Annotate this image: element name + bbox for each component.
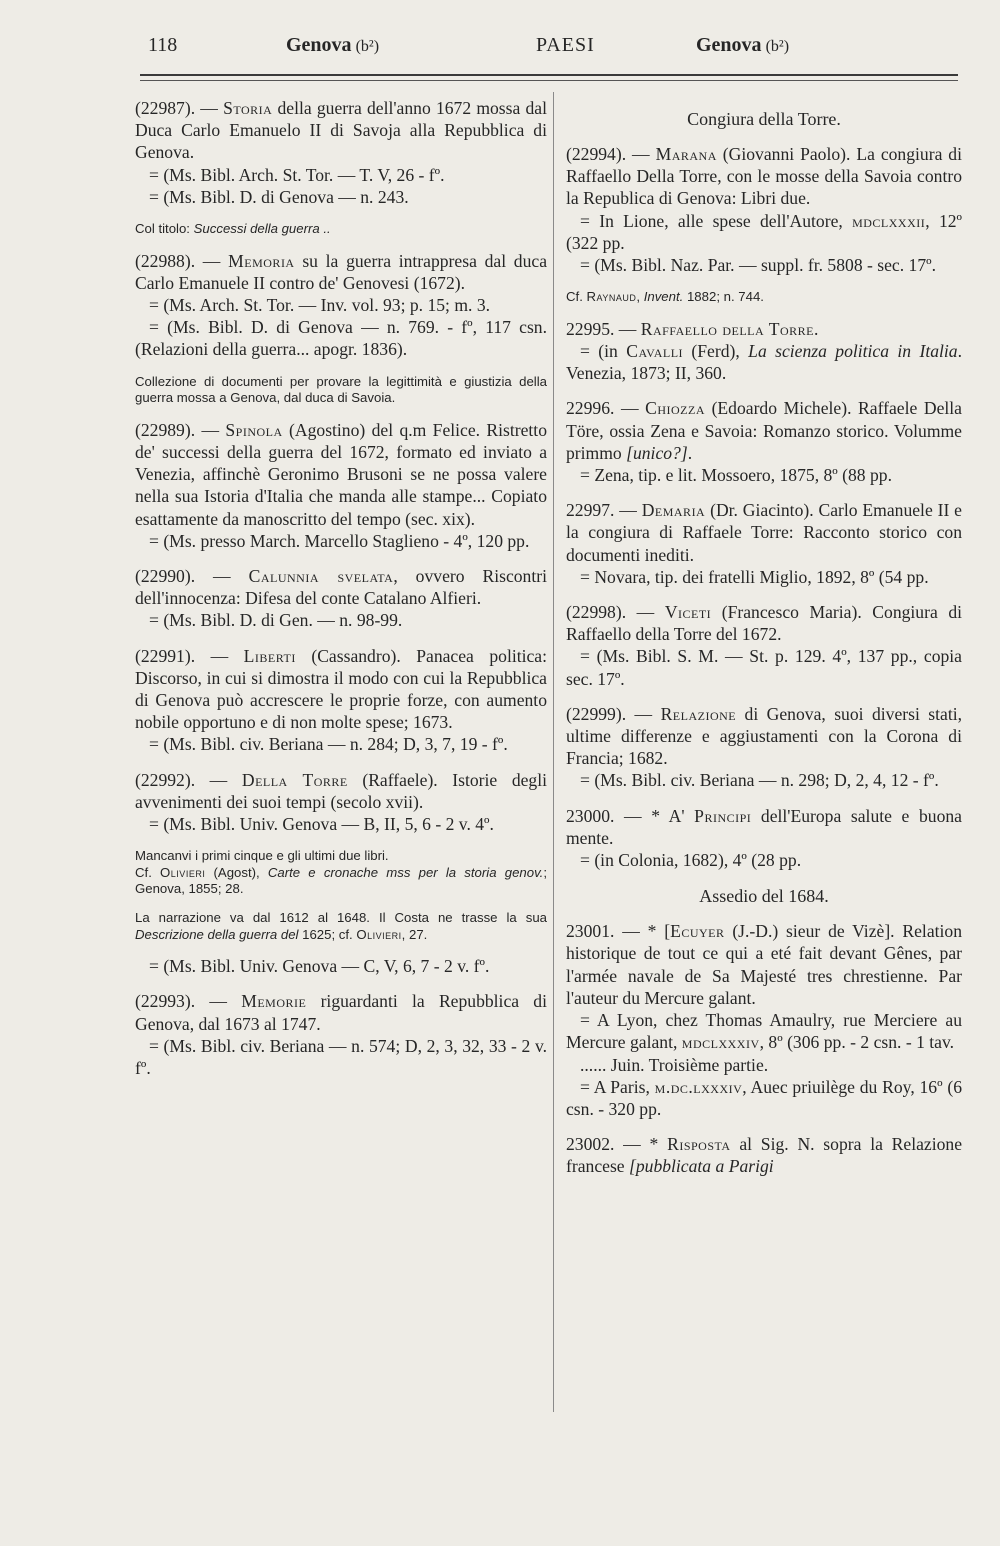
entry-22989 — [135, 419, 547, 552]
entry-text: (22998). — Viceti (Francesco Maria). Congiura di Raffaello della Torre del 1672. = (Ms. Bibl. S. M. — St. p. 129. 4º, 137 pp., copia sec. 17º. — [566, 602, 963, 689]
header-left-title: Genova (b²) — [286, 34, 380, 56]
entry-text: (22988). — Memoria su la guerra intrappresa dal duca Carlo Emanuele II contro de' Genovesi (1672). = (Ms. Arch. St. Tor. — Inv. vol. 93; p. 15; m. 3. = (Ms. Bibl. D. di Genova — n. 769. - fº, 117 csn. (Relazioni della guerra... apogr. 1836). — [135, 250, 547, 360]
section-heading-congiura: Congiura della Torre. — [687, 109, 841, 129]
entry-text: 23002. — * Risposta al Sig. N. sopra la Relazione francese [pubblicata a Parigi — [566, 1134, 962, 1177]
entry-22994 — [566, 143, 962, 306]
entry-22992 — [135, 769, 547, 978]
entry-text: 22995. — Raffaello della Torre. = (in Cavalli (Ferd), La scienza politica in Italia. Venezia, 1873; II, 360. — [566, 318, 962, 384]
entry-text: (22992). — Della Torre (Raffaele). Istorie degli avvenimenti dei suoi tempi (secolo xvii). = (Ms. Bibl. Univ. Genova — B, II, 5, 6 - 2 v. 4º. — [135, 769, 547, 835]
entry-note: Mancanvi i primi cinque e gli ultimi due libri. Cf. Olivieri (Agost), Carte e cronache mss per la storia genov.; Genova, 1855; 28. — [135, 848, 548, 897]
entry-23000 — [566, 805, 962, 872]
entry-text: 22996. — Chiozza (Edoardo Michele). Raffaele Della Töre, ossia Zena e Savoia: Romanzo storico. Volumme primmo [unico?]. = Zena, tip. e lit. Mossoero, 1875, 8º (88 pp. — [566, 398, 962, 486]
entry-23002 — [566, 1133, 962, 1177]
entry-22999 — [566, 703, 962, 792]
entry-note: Col titolo: Successi della guerra .. — [135, 221, 331, 237]
entry-text: (22991). — Liberti (Cassandro). Panacea politica: Discorso, in cui si dimostra il modo con cui la Repubblica di Genova può accrescere le proprie forze, con aumento nobile opportuno e di non molte spese; 1673. = (Ms. Bibl. civ. Beriana — n. 284; D, 3, 7, 19 - fº. — [135, 645, 547, 755]
entry-text: (22994). — Marana (Giovanni Paolo). La congiura di Raffaello Della Torre, con le mosse della Savoia contro la Republica di Genova: Libri due. = In Lione, alle spese dell'Autore, mdclxxxii, 12º (322 pp. = (Ms. Bibl. Naz. Par. — suppl. fr. 5808 - sec. 17º. — [566, 144, 962, 276]
entry-22997 — [566, 499, 962, 588]
entry-text: (22989). — Spinola (Agostino) del q.m Felice. Ristretto de' successi della guerra del 1672, formato ed inviato a Venezia, affinchè Geronimo Brusoni se ne possa valere nella sua Istoria d'Italia che manda alle stampe... Copiato esattamente da manoscritto del tempo (sec. xix). = (Ms. presso March. Marcello Staglieno - 4º, 120 pp. — [135, 419, 547, 551]
running-header — [148, 34, 956, 68]
entry-22987 — [135, 97, 547, 238]
left-column — [135, 97, 547, 1092]
header-center-title: PAESI — [536, 34, 595, 56]
header-rule-thin — [140, 80, 958, 81]
entry-text: (22987). — Storia della guerra dell'anno 1672 mossa dal Duca Carlo Emanuelo II di Savoja alla Repubblica di Genova. = (Ms. Bibl. Arch. St. Tor. — T. V, 26 - fº. = (Ms. Bibl. D. di Genova — n. 243. — [135, 98, 547, 207]
entry-text: (22993). — Memorie riguardanti la Repubblica di Genova, dal 1673 al 1747. = (Ms. Bibl. civ. Beriana — n. 574; D, 2, 3, 32, 33 - 2 v. fº. — [135, 991, 547, 1079]
entry-23001 — [566, 920, 962, 1120]
page-number: 118 — [148, 34, 178, 56]
entry-22991 — [135, 645, 547, 756]
entry-text: 23000. — * A' Principi dell'Europa salute e buona mente. = (in Colonia, 1682), 4º (28 pp. — [566, 805, 962, 871]
entry-note: Cf. Raynaud, Invent. 1882; n. 744. — [566, 289, 764, 305]
entry-text: 22997. — Demaria (Dr. Giacinto). Carlo Emanuele II e la congiura di Raffaele Torre: Racconto storico con documenti inediti. = Novara, tip. dei fratelli Miglio, 1892, 8º (54 pp. — [566, 500, 962, 587]
section-heading-assedio: Assedio del 1684. — [699, 886, 829, 907]
entry-text: = (Ms. Bibl. Univ. Genova — C, V, 6, 7 - 2 v. fº. — [149, 956, 490, 977]
entry-note: Collezione di documenti per provare la legittimità e giustizia della guerra mossa a Genova, dal duca di Savoia. — [135, 373, 547, 406]
entry-22995 — [566, 318, 962, 385]
entry-text: (22999). — Relazione di Genova, suoi diversi stati, ultime differenze e aggiustamenti con la Corona di Francia; 1682. = (Ms. Bibl. civ. Beriana — n. 298; D, 2, 4, 12 - fº. — [566, 703, 962, 791]
entry-22988 — [135, 250, 547, 407]
header-right-title: Genova (b²) — [696, 34, 790, 56]
header-rule-thick — [140, 74, 958, 76]
entry-22993 — [135, 990, 547, 1079]
entry-22990 — [135, 565, 547, 632]
entry-note: La narrazione va dal 1612 al 1648. Il Costa ne trasse la sua Descrizione della guerra del 1625; cf. Olivieri, 27. — [135, 910, 547, 942]
right-column — [566, 97, 962, 1191]
entry-text: 23001. — * [Ecuyer (J.-D.) sieur de Vizè]. Relation historique de tout ce qui a eté fait devant Gênes, par l'armée navale de Sa Majesté tres chrestienne. Par l'auteur du Mercure galant. = A Lyon, chez Thomas Amaulry, rue Merciere au Mercure galant, mdclxxxiv, 8º (306 pp. - 2 csn. - 1 tav. ...... Juin. Troisième partie. = A Paris, m.dc.lxxxiv, Auec priuilège du Roy, 16º (6 csn. - 320 pp. — [566, 921, 963, 1119]
entry-22998 — [566, 601, 962, 690]
column-divider — [553, 92, 554, 1412]
entry-text: (22990). — Calunnia svelata, ovvero Riscontri dell'innocenza: Difesa del conte Catalano Alfieri. = (Ms. Bibl. D. di Gen. — n. 98-99. — [135, 566, 547, 631]
entry-22996 — [566, 397, 962, 486]
